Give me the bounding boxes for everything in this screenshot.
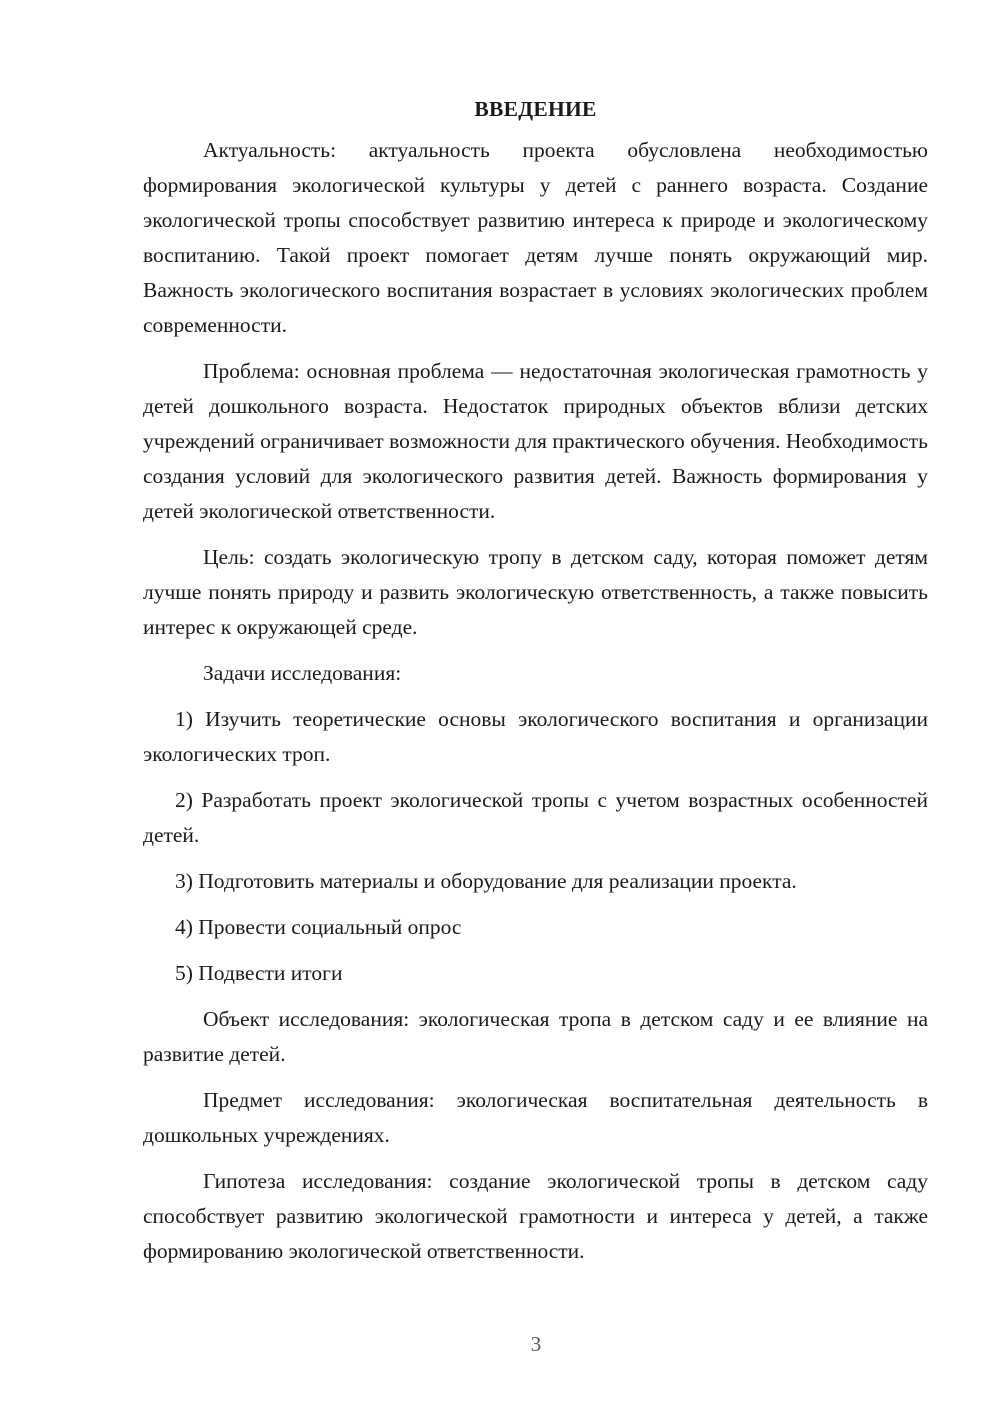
page-title: ВВЕДЕНИЕ xyxy=(474,97,597,121)
goal-paragraph: Цель: создать экологическую тропу в детском саду, которая поможет детям лучше понять природу и развить экологическую ответственность, а также повысить интерес к окружающей среде. xyxy=(143,545,928,639)
relevance-paragraph: Актуальность: актуальность проекта обусловлена необходимостью формирования экологической культуры у детей с раннего возраста. Создание экологической тропы способствует развитию интереса к природе и экологическому воспитанию. Такой проект помогает детям лучше понять окружающий мир. Важность экологического воспитания возрастает в условиях экологических проблем современности. xyxy=(143,138,928,337)
subject-paragraph: Предмет исследования: экологическая воспитательная деятельность в дошкольных учреждениях. xyxy=(143,1088,928,1147)
task-item: 3) Подготовить материалы и оборудование для реализации проекта. xyxy=(175,869,797,893)
page-number: 3 xyxy=(530,1332,542,1356)
task-item: 5) Подвести итоги xyxy=(175,961,343,985)
task-item: 2) Разработать проект экологической тропы с учетом возрастных особенностей детей. xyxy=(143,788,928,847)
document-page xyxy=(143,92,928,1280)
task-item: 1) Изучить теоретические основы экологического воспитания и организации экологических троп. xyxy=(143,707,928,766)
problem-paragraph: Проблема: основная проблема — недостаточная экологическая грамотность у детей дошкольного возраста. Недостаток природных объектов вблизи детских учреждений ограничивает возможности для практического обучения. Необходимость создания условий для экологического развития детей. Важность формирования у детей экологической ответственности. xyxy=(143,359,928,523)
hypothesis-paragraph: Гипотеза исследования: создание экологической тропы в детском саду способствует развитию экологической грамотности и интереса у детей, а также формированию экологической ответственности. xyxy=(143,1169,928,1263)
object-paragraph: Объект исследования: экологическая тропа в детском саду и ее влияние на развитие детей. xyxy=(143,1007,928,1066)
task-item: 4) Провести социальный опрос xyxy=(175,915,462,939)
tasks-heading: Задачи исследования: xyxy=(203,661,402,685)
